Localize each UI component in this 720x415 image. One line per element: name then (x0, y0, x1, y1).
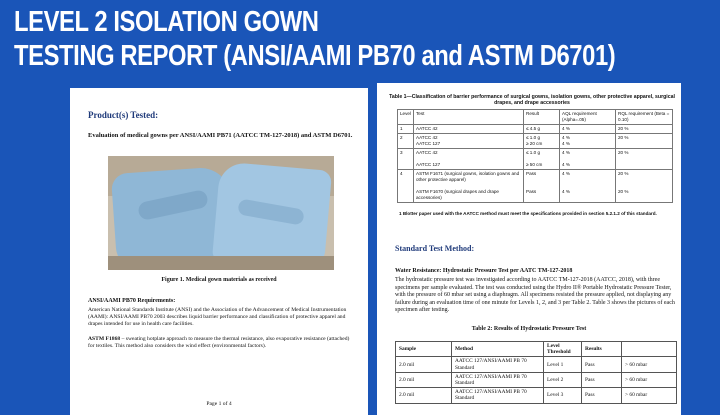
table1-cell-level: 2 (398, 134, 414, 149)
report-page-right (377, 83, 681, 415)
products-tested-heading: Product(s) Tested: (88, 110, 159, 120)
table2-cell-level: Level 2 (544, 372, 582, 387)
table1-row (398, 149, 673, 170)
table1-cell-level: 4 (398, 170, 414, 203)
table1-footnote: 1 Blotter paper used with the AATCC method must meet the specifications provided in section 5.2.1.2 of this standard. (399, 211, 657, 216)
table1-cell-result: ≤ 4.5 g (524, 125, 560, 134)
table2-cell-method: AATCC 127/ANSI/AAMI PB 70 Standard (452, 388, 544, 403)
table2-cell-value: > 60 mbar (622, 388, 677, 403)
table1-header-aql: AQL requirement (Alpha=.05) (560, 110, 616, 125)
table2-cell-result: Pass (582, 372, 622, 387)
banner-title-line-2: TESTING REPORT (ANSI/AAMI PB70 and ASTM D6701) (14, 40, 616, 72)
table1-cell-rql: 20 % (616, 125, 673, 134)
table2-header-row (396, 342, 677, 357)
table2-cell-value: > 60 mbar (622, 357, 677, 372)
table1-header-result: Result (524, 110, 560, 125)
table1-caption: Table 1—Classification of barrier performance of surgical gowns, isolation gowns, other protective apparel, surgical drapes, and drape accessories (389, 94, 675, 107)
table1-cell-test: AATCC 42 (414, 125, 524, 134)
table2-header-method: Method (452, 342, 544, 357)
table2-header-sample: Sample (396, 342, 452, 357)
requirements-heading: ANSI/AAMI PB70 Requirements: (88, 298, 176, 304)
banner-title-line-1: LEVEL 2 ISOLATION GOWN (14, 6, 319, 38)
astm-label: ASTM F1868 (88, 336, 121, 342)
table1-cell-result: ≤ 1.0 g ≥ 50 cm (524, 149, 560, 170)
table2-header-level: Level Threshold (544, 342, 582, 357)
table1-cell-result: ≤ 1.0 g ≥ 20 cm (524, 134, 560, 149)
table1-header-row (398, 110, 673, 125)
table2-caption: Table 2: Results of Hydrostatic Pressure Test (471, 326, 587, 332)
table2-cell-value: > 60 mbar (622, 372, 677, 387)
table1-cell-aql: 4 % 4 % (560, 134, 616, 149)
table1-cell-rql: 20 % 20 % (616, 170, 673, 203)
page-number: Page 1 of 4 (206, 401, 232, 407)
table2-row (396, 372, 677, 387)
water-resistance-paragraph: The hydrostatic pressure test was investigated according to AATCC TM-127-2018 (AATCC, 2018), with three specimens per sample evaluated. The test was conducted using the Hydro II® Portable Hydrostatic Pressure Tester, with the pressure of 60 mbar set using a diaphragm. All specimens resisted the pressure applied, not displaying any failure during an evaluation time of one minute for Levels 1, 2, and 3 per Table 2. Table 3 shows the pictures of each specimen after testing. (395, 277, 675, 314)
table1-cell-aql: 4 % (560, 125, 616, 134)
table1-row (398, 170, 673, 203)
classification-table (397, 109, 673, 203)
report-page-left (70, 88, 368, 415)
table2-cell-method: AATCC 127/ANSI/AAMI PB 70 Standard (452, 372, 544, 387)
table2-cell-sample: 2.0 mil (396, 372, 452, 387)
table1-cell-level: 1 (398, 125, 414, 134)
table2-cell-result: Pass (582, 357, 622, 372)
table1-cell-rql: 20 % (616, 149, 673, 170)
table2-cell-result: Pass (582, 388, 622, 403)
table2-cell-sample: 2.0 mil (396, 357, 452, 372)
water-resistance-heading: Water Resistance: Hydrostatic Pressure Test per AATC TM-127-2018 (395, 268, 573, 274)
test-method-heading: Standard Test Method: (395, 244, 475, 253)
gown-materials-photo (108, 156, 334, 270)
table1-header-level: Level (398, 110, 414, 125)
requirements-paragraph: American National Standards Institute (ANSI) and the Association of the Advancement of Medical Instrumentation (AAMI): ANSI/AAMI PB70 2003 describes liquid barrier performance and classification of protective apparel and drapes intended for use in health care facilities. (88, 307, 347, 328)
title-banner (0, 0, 720, 80)
table2-cell-level: Level 1 (544, 357, 582, 372)
table2-header-results: Results (582, 342, 622, 357)
table2-cell-method: AATCC 127/ANSI/AAMI PB 70 Standard (452, 357, 544, 372)
astm-paragraph (88, 336, 350, 350)
table1-row (398, 125, 673, 134)
table2-header-value (622, 342, 677, 357)
table1-cell-level: 3 (398, 149, 414, 170)
table1-cell-test: ASTM F1671 (surgical gowns, isolation gowns and other protective apparel) ASTM F1670 (surgical drapes and drape accessories) (414, 170, 524, 203)
table1-cell-aql: 4 % 4 % (560, 149, 616, 170)
table1-cell-rql: 20 % (616, 134, 673, 149)
astm-description: – sweating hotplate approach to measure the thermal resistance, also evaporative resistance (attached) for textiles. This method also considers the wind effect (environmental factors). (88, 336, 350, 350)
table2-cell-level: Level 3 (544, 388, 582, 403)
table2-row (396, 388, 677, 403)
hydrostatic-results-table (395, 341, 677, 404)
table1-header-rql: RQL requirement (Beta = 0.10) (616, 110, 673, 125)
table2-row (396, 357, 677, 372)
table1-cell-aql: 4 % 4 % (560, 170, 616, 203)
evaluation-statement: Evaluation of medical gowns per ANSI/AAMI PB71 (AATCC TM-127-2018) and ASTM D6701. (88, 132, 353, 139)
figure-caption: Figure 1. Medical gown materials as received (161, 277, 277, 283)
table1-header-test: Test (414, 110, 524, 125)
table1-cell-test: AATCC 42 AATCC 127 (414, 149, 524, 170)
table2-cell-sample: 2.0 mil (396, 388, 452, 403)
table1-cell-test: AATCC 42 AATCC 127 (414, 134, 524, 149)
table1-cell-result: Pass Pass (524, 170, 560, 203)
table1-row (398, 134, 673, 149)
